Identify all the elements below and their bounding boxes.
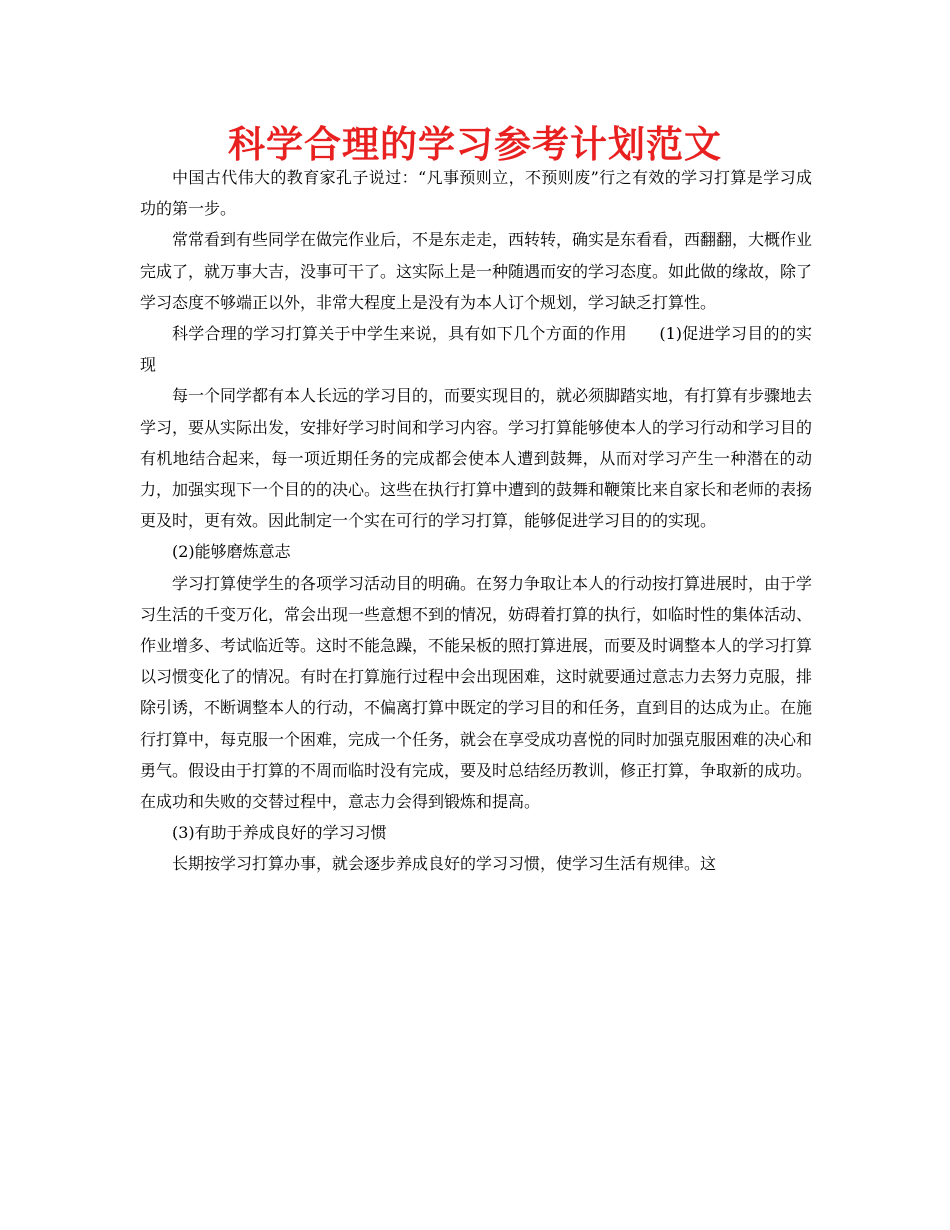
section-heading: (2)能够磨炼意志	[172, 542, 291, 562]
paragraph: 科学合理的学习打算关于中学生来说，具有如下几个方面的作用 (1)促进学习目的的实现	[140, 324, 812, 375]
section-heading: (3)有助于养成良好的学习习惯	[172, 823, 387, 843]
paragraph: 长期按学习打算办事，就会逐步养成良好的学习习惯，使学习生活有规律。这	[172, 854, 717, 874]
paragraph: 每一个同学都有本人长远的学习目的，而要实现目的，就必须脚踏实地，有打算有步骤地去学习，要从实际出发，安排好学习时间和学习内容。学习打算能够使本人的学习行动和学习目的有机地结合起来，每一项近期任务的完成都会使本人遭到鼓舞，从而对学习产生一种潜在的动力，加强实现下一个目的的决心。这些在执行打算中遭到的鼓舞和鞭策比来自家长和老师的表扬更及时，更有效。因此制定一个实在可行的学习打算，能够促进学习目的的实现。	[140, 386, 813, 531]
paragraph: 中国古代伟大的教育家孔子说过：“凡事预则立，不预则废”行之有效的学习打算是学习成功的第一步。	[140, 168, 812, 219]
paragraph: 常常看到有些同学在做完作业后，不是东走走，西转转，确实是东看看，西翻翻，大概作业完成了，就万事大吉，没事可干了。这实际上是一种随遇而安的学习态度。如此做的缘故，除了学习态度不够端正以外，非常大程度上是没有为本人订个规划，学习缺乏打算性。	[140, 230, 813, 312]
paragraph: 学习打算使学生的各项学习活动目的明确。在努力争取让本人的行动按打算进展时，由于学习生活的千变万化，常会出现一些意想不到的情况，妨碍着打算的执行，如临时性的集体活动、作业增多、考试临近等。这时不能急躁，不能呆板的照打算进展，而要及时调整本人的学习打算以习惯变化了的情况。有时在打算施行过程中会出现困难，这时就要通过意志力去努力克服，排除引诱，不断调整本人的行动，不偏离打算中既定的学习目的和任务，直到目的达成为止。在施行打算中，每克服一个困难，完成一个任务，就会在享受成功喜悦的同时加强克服困难的决心和勇气。假设由于打算的不周而临时没有完成，要及时总结经历教训，修正打算，争取新的成功。在成功和失败的交替过程中，意志力会得到锻炼和提高。	[140, 573, 813, 812]
document-title: 科学合理的学习参考计划范文	[228, 122, 722, 166]
document-body	[140, 162, 812, 880]
